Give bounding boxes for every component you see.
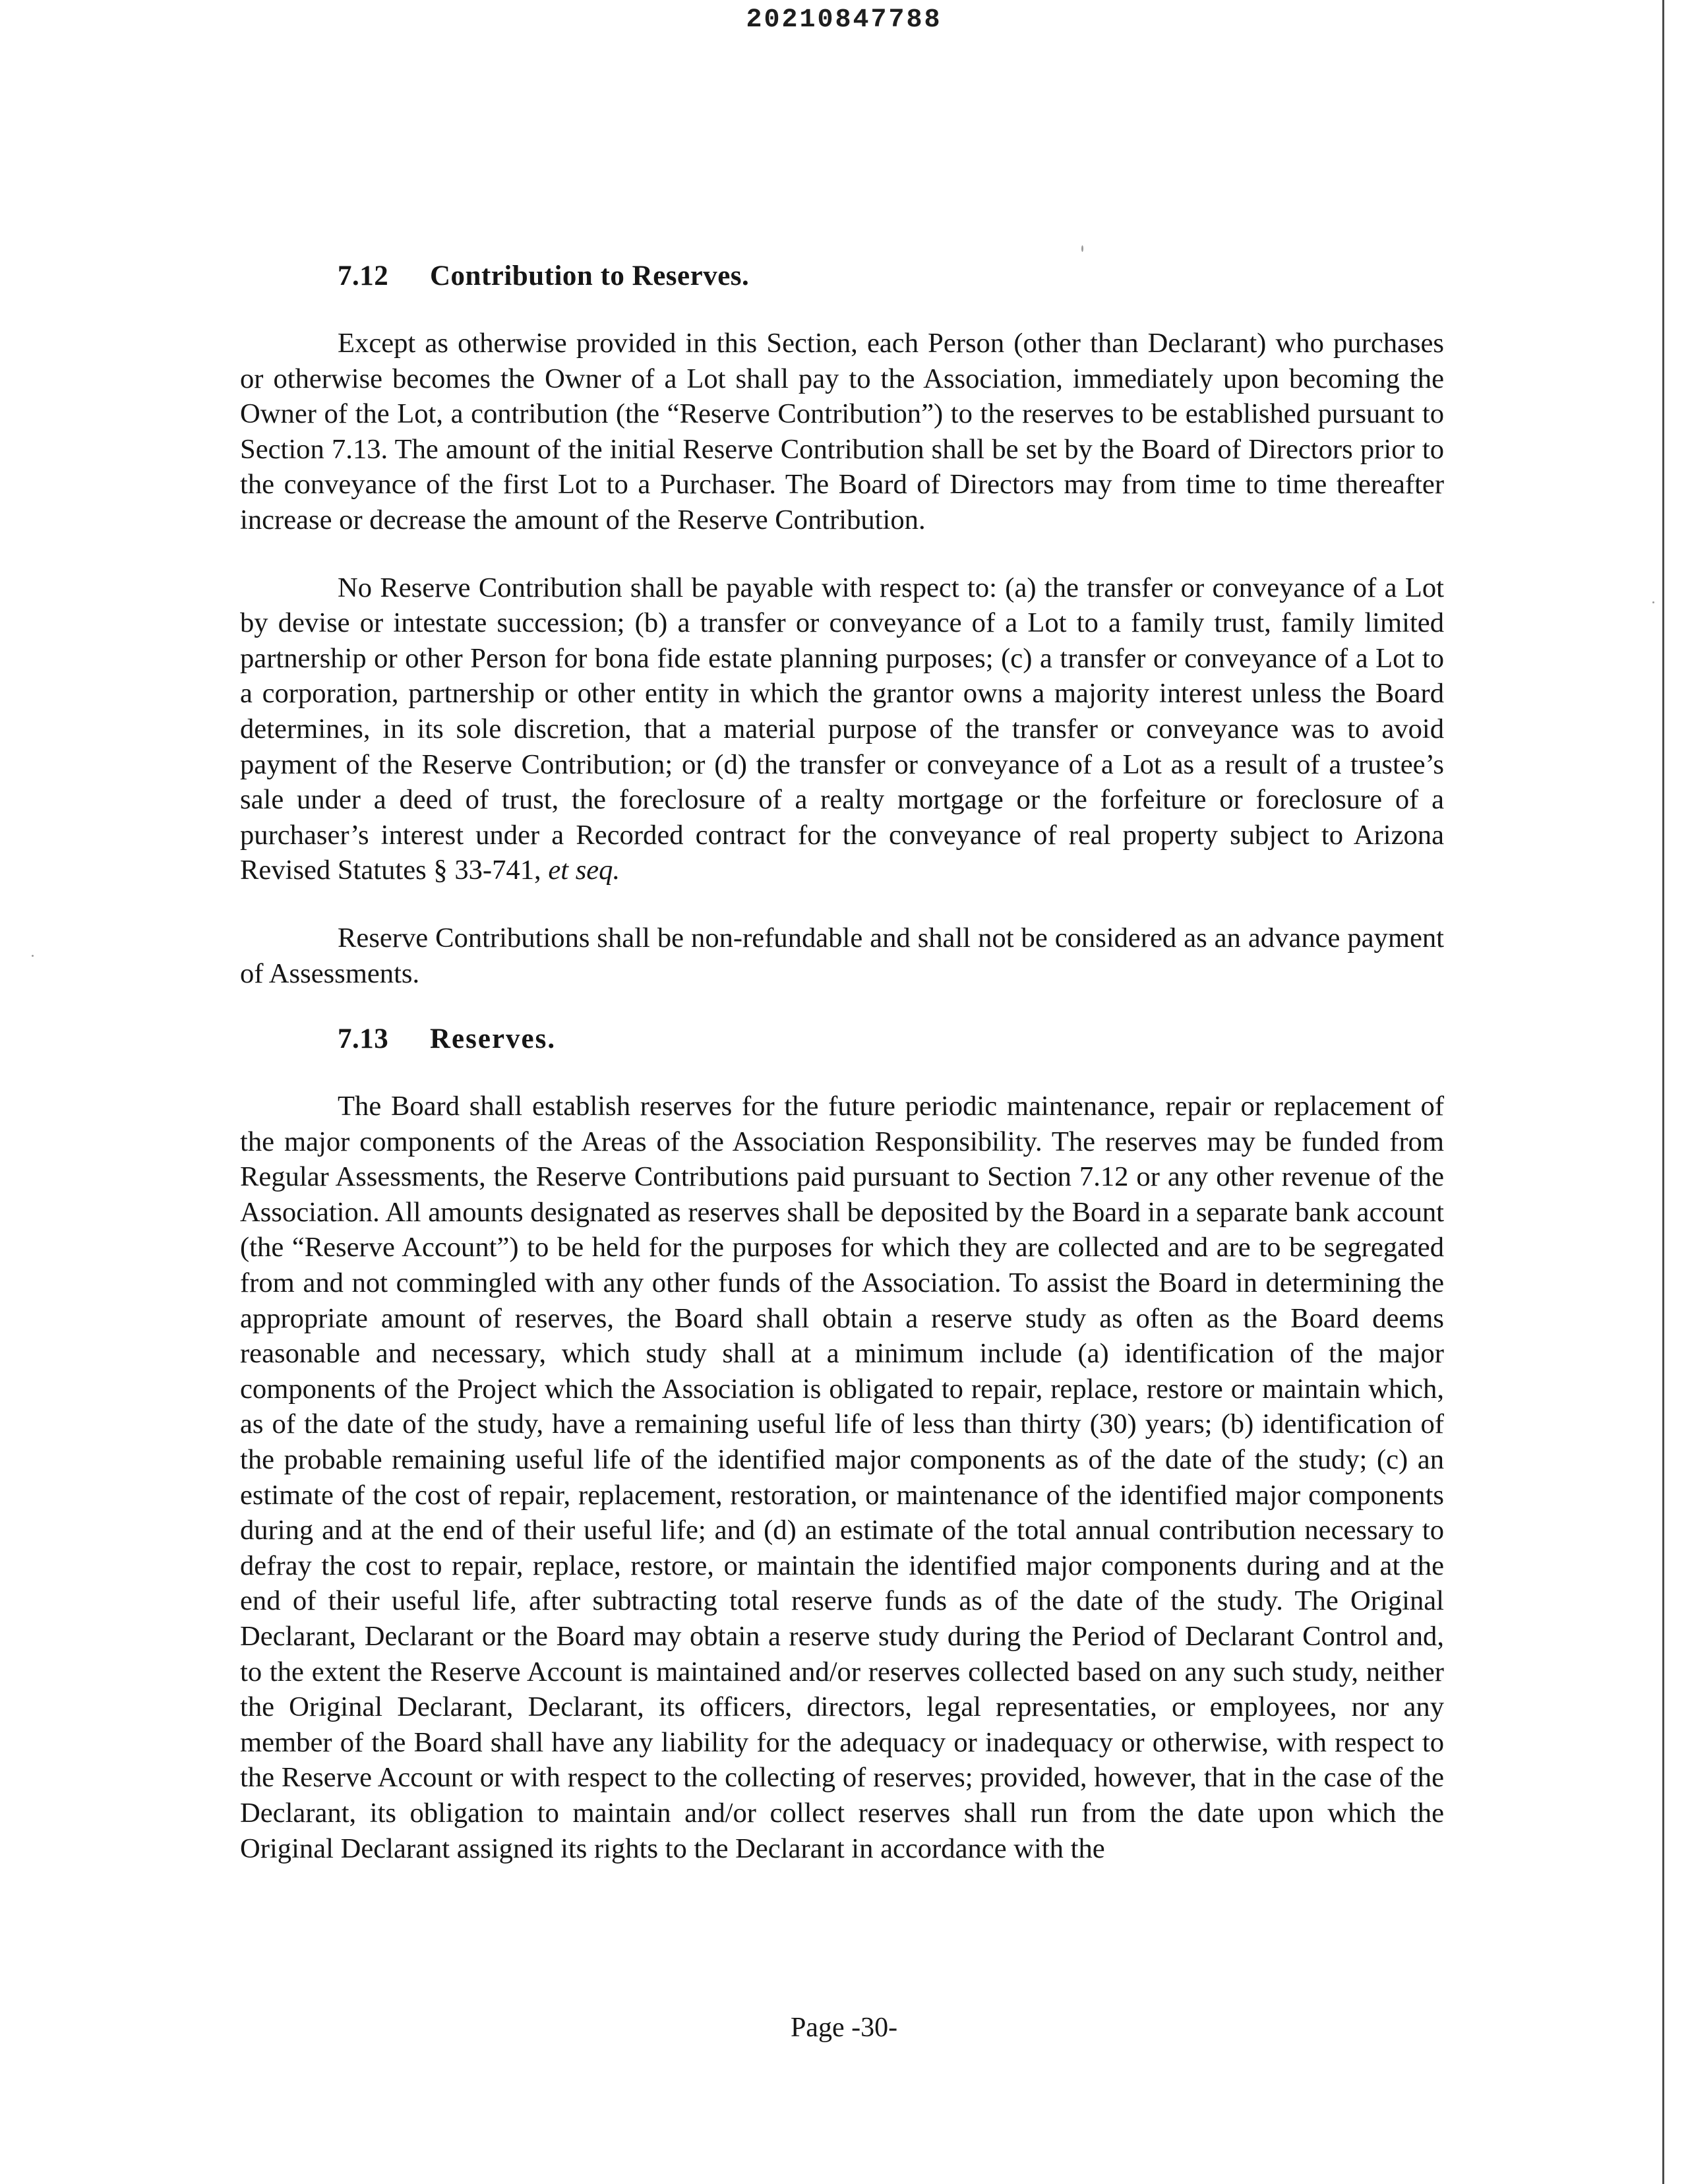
section-title: Reserves. [430, 1023, 557, 1055]
section-heading-7-13 [338, 1021, 1444, 1057]
scan-speck [1081, 245, 1083, 252]
document-body [240, 258, 1444, 1866]
paragraph: Reserve Contributions shall be non-refundable and shall not be considered as an advance payment of Assessments. [240, 922, 1444, 989]
section-heading-7-12 [338, 258, 1444, 294]
paragraph [240, 570, 1444, 888]
paragraph-text: No Reserve Contribution shall be payable with respect to: (a) the transfer or conveyance of a Lot by devise or intestate succession; (b) a transfer or conveyance of a Lot to a family trust, family limited partnership or other Person for bona fide estate planning purposes; (c) a transfer or conveyance of a Lot to a corporation, partnership or other entity in which the grantor owns a majority interest unless the Board determines, in its sole discretion, that a material purpose of the transfer or conveyance was to avoid payment of the Reserve Contribution; or (d) the transfer or conveyance of a Lot as a result of a trustee’s sale under a deed of trust, the foreclosure of a realty mortgage or the forfeiture or foreclosure of a purchaser’s interest under a Recorded contract for the conveyance of real property subject to Arizona Revised Statutes § 33-741, [240, 572, 1444, 886]
section-number: 7.12 [338, 260, 389, 291]
recording-number: 20210847788 [746, 5, 942, 35]
scan-speck [1652, 601, 1654, 603]
section-number: 7.13 [338, 1023, 389, 1055]
paragraph: The Board shall establish reserves for the future periodic maintenance, repair or replacement of the major components of the Areas of the Association Responsibility. The reserves may be funded from Regular Assessments, the Reserve Contributions paid pursuant to Section 7.12 or any other revenue of the Association. All amounts designated as reserves shall be deposited by the Board in a separate bank account (the “Reserve Account”) to be held for the purposes for which they are collected and are to be segregated from and not commingled with any other funds of the Association. To assist the Board in determining the appropriate amount of reserves, the Board shall obtain a reserve study as often as the Board deems reasonable and necessary, which study shall at a minimum include (a) identification of the major components of the Project which the Association is obligated to repair, replace, restore or maintain which, as of the date of the study, have a remaining useful life of less than thirty (30) years; (b) identification of the probable remaining useful life of the identified major components as of the date of the study; (c) an estimate of the cost of repair, replacement, restoration, or maintenance of the identified major components during and at the end of their useful life; and (d) an estimate of the total annual contribution necessary to defray the cost to repair, replace, restore, or maintain the identified major components during and at the end of their useful life, after subtracting total reserve funds as of the date of the study. The Original Declarant, Declarant or the Board may obtain a reserve study during the Period of Declarant Control and, to the extent the Reserve Account is maintained and/or reserves collected based on any such study, neither the Original Declarant, Declarant, its officers, directors, legal representaties, or employees, nor any member of the Board shall have any liability for the adequacy or inadequacy or otherwise, with respect to the Reserve Account or with respect to the collecting of reserves; provided, however, that in the case of the Declarant, its obligation to maintain and/or collect reserves shall run from the date upon which the Original Declarant assigned its rights to the Declarant in accordance with the [240, 1091, 1444, 1864]
citation-suffix: et seq. [548, 855, 620, 886]
page-number: Page -30- [790, 2013, 898, 2043]
section-title: Contribution to Reserves. [430, 260, 750, 291]
scan-speck [32, 955, 34, 957]
right-margin-rule [1662, 0, 1664, 2184]
paragraph: Except as otherwise provided in this Section, each Person (other than Declarant) who purchases or otherwise becomes the Owner of a Lot shall pay to the Association, immediately upon becoming the Owner of the Lot, a contribution (the “Reserve Contribution”) to the reserves to be established pursuant to Section 7.13. The amount of the initial Reserve Contribution shall be set by the Board of Directors prior to the conveyance of the first Lot to a Purchaser. The Board of Directors may from time to time thereafter increase or decrease the amount of the Reserve Contribution. [240, 328, 1444, 535]
